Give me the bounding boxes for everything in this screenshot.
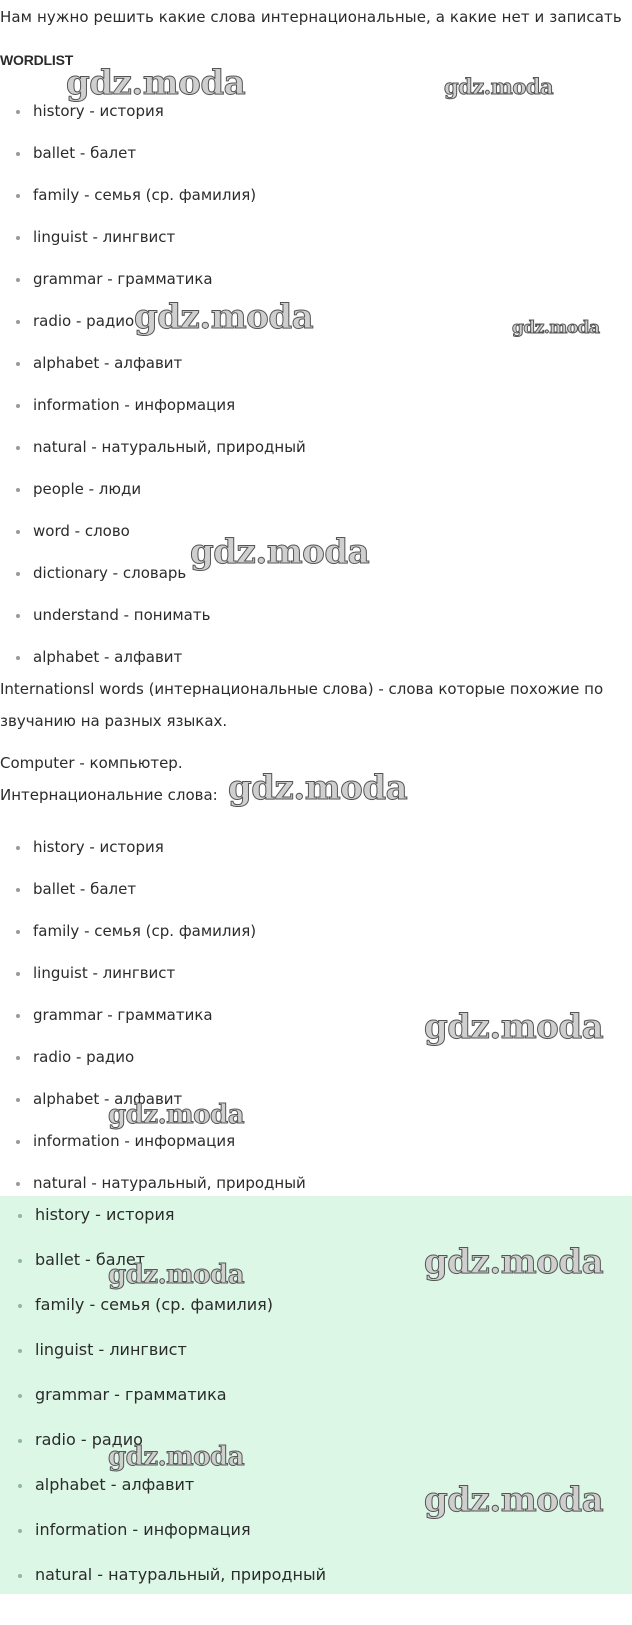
definition-line-2: звучанию на разных языках.: [0, 712, 228, 730]
watermark: gdz.moda: [108, 1442, 245, 1472]
watermark: gdz.moda: [134, 297, 314, 337]
bullet-icon: [16, 404, 20, 408]
bullet-icon: [16, 930, 20, 934]
bullet-icon: [16, 488, 20, 492]
bullet-icon: [16, 1182, 20, 1186]
watermark: gdz.moda: [108, 1100, 245, 1130]
answer-box: history - история ballet - балет family - семья (ср. фамилия) linguist - лингвист grammar - грамматика radio - радио alphabet - алфавит information - информация natural - натуральный, природный: [0, 1196, 632, 1594]
bullet-icon: [16, 362, 20, 366]
bullet-icon: [16, 972, 20, 976]
watermark: gdz.moda: [190, 532, 370, 572]
watermark: gdz.moda: [66, 63, 246, 103]
bullet-icon: [18, 1439, 22, 1443]
bullet-icon: [16, 846, 20, 850]
watermark: gdz.moda: [228, 768, 408, 808]
bullet-icon: [18, 1529, 22, 1533]
bullet-icon: [18, 1259, 22, 1263]
definition-line-1: Internationsl words (интернациональные слова) - слова которые похожие по: [0, 680, 604, 698]
watermark: gdz.moda: [444, 74, 554, 99]
bullet-icon: [16, 656, 20, 660]
bullet-icon: [16, 1014, 20, 1018]
bullet-icon: [16, 320, 20, 324]
bullet-icon: [16, 1140, 20, 1144]
bullet-icon: [16, 152, 20, 156]
watermark: gdz.moda: [424, 1007, 604, 1047]
bullet-icon: [18, 1484, 22, 1488]
bullet-icon: [16, 446, 20, 450]
bullet-icon: [16, 614, 20, 618]
bullet-icon: [18, 1214, 22, 1218]
bullet-icon: [16, 278, 20, 282]
bullet-icon: [18, 1349, 22, 1353]
bullet-icon: [18, 1304, 22, 1308]
bullet-icon: [16, 1098, 20, 1102]
bullet-icon: [16, 236, 20, 240]
example-text: Computer - компьютер.: [0, 754, 183, 772]
bullet-icon: [16, 888, 20, 892]
watermark: gdz.moda: [424, 1480, 604, 1520]
bullet-icon: [18, 1394, 22, 1398]
watermark: gdz.moda: [108, 1260, 245, 1290]
bullet-icon: [16, 194, 20, 198]
intro-text: Нам нужно решить какие слова интернациональные, а какие нет и записать: [0, 8, 622, 26]
watermark: gdz.moda: [424, 1242, 604, 1282]
bullet-icon: [18, 1574, 22, 1578]
wordlist-heading: WORDLIST: [0, 52, 74, 68]
watermark: gdz.moda: [512, 318, 600, 338]
bullet-icon: [16, 110, 20, 114]
bullet-icon: [16, 530, 20, 534]
intl-heading: Интернациональние слова:: [0, 786, 218, 804]
bullet-icon: [16, 572, 20, 576]
bullet-icon: [16, 1056, 20, 1060]
